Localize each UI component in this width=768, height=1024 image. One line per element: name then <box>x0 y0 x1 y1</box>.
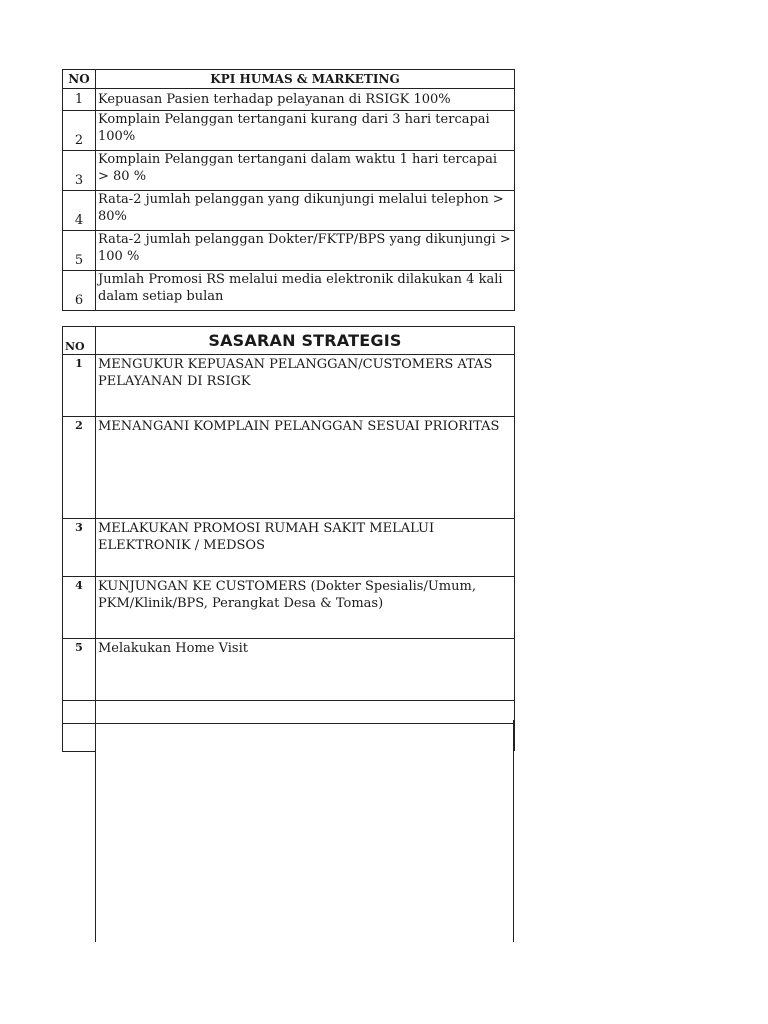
sasaran-row-text: MELAKUKAN PROMOSI RUMAH SAKIT MELALUI ELEKTRONIK / MEDSOS <box>96 519 515 577</box>
sasaran-header-row <box>63 327 515 355</box>
sasaran-row-text <box>96 724 515 752</box>
kpi-row <box>63 89 515 111</box>
sasaran-row-text <box>96 701 515 724</box>
sasaran-row-empty <box>63 701 515 724</box>
sasaran-row-no <box>63 724 96 752</box>
sasaran-row <box>63 577 515 639</box>
sasaran-header-title: SASARAN STRATEGIS <box>96 327 515 355</box>
kpi-row <box>63 151 515 191</box>
sasaran-header-no: NO <box>63 327 96 355</box>
sasaran-row <box>63 417 515 519</box>
sasaran-row-no: 1 <box>63 355 96 417</box>
kpi-row-no: 4 <box>63 191 96 231</box>
sasaran-row-no: 5 <box>63 639 96 701</box>
kpi-row-text: Rata-2 jumlah pelanggan Dokter/FKTP/BPS yang dikunjungi > 100 % <box>96 231 515 271</box>
sasaran-row-text: MENANGANI KOMPLAIN PELANGGAN SESUAI PRIORITAS <box>96 417 515 519</box>
sasaran-row-no <box>63 701 96 724</box>
kpi-row-text: Rata-2 jumlah pelanggan yang dikunjungi melalui telephon > 80% <box>96 191 515 231</box>
kpi-row-text: Komplain Pelanggan tertangani dalam waktu 1 hari tercapai > 80 % <box>96 151 515 191</box>
sasaran-row-no: 4 <box>63 577 96 639</box>
kpi-row <box>63 231 515 271</box>
sasaran-row <box>63 519 515 577</box>
kpi-row-no: 2 <box>63 111 96 151</box>
sasaran-row <box>63 355 515 417</box>
sasaran-row-no: 2 <box>63 417 96 519</box>
kpi-header-title: KPI HUMAS & MARKETING <box>96 70 515 89</box>
kpi-row-text: Komplain Pelanggan tertangani kurang dari 3 hari tercapai 100% <box>96 111 515 151</box>
kpi-row-no: 3 <box>63 151 96 191</box>
sasaran-row-empty <box>63 724 515 752</box>
sasaran-row-no: 3 <box>63 519 96 577</box>
kpi-row <box>63 271 515 311</box>
kpi-header-row <box>63 70 515 89</box>
kpi-row <box>63 191 515 231</box>
kpi-row-no: 6 <box>63 271 96 311</box>
kpi-row-no: 5 <box>63 231 96 271</box>
sasaran-row-text: KUNJUNGAN KE CUSTOMERS (Dokter Spesialis/Umum, PKM/Klinik/BPS, Perangkat Desa & Tomas) <box>96 577 515 639</box>
kpi-row-text: Jumlah Promosi RS melalui media elektronik dilakukan 4 kali dalam setiap bulan <box>96 271 515 311</box>
table-border-line <box>95 747 96 942</box>
kpi-row-text: Kepuasan Pasien terhadap pelayanan di RSIGK 100% <box>96 89 515 111</box>
sasaran-row <box>63 639 515 701</box>
sasaran-row-text: MENGUKUR KEPUASAN PELANGGAN/CUSTOMERS ATAS PELAYANAN DI RSIGK <box>96 355 515 417</box>
kpi-row <box>63 111 515 151</box>
sasaran-row-text: Melakukan Home Visit <box>96 639 515 701</box>
table-border-line <box>513 720 514 942</box>
kpi-table <box>62 69 515 311</box>
kpi-header-no: NO <box>63 70 96 89</box>
sasaran-table <box>62 326 515 752</box>
kpi-row-no: 1 <box>63 89 96 111</box>
